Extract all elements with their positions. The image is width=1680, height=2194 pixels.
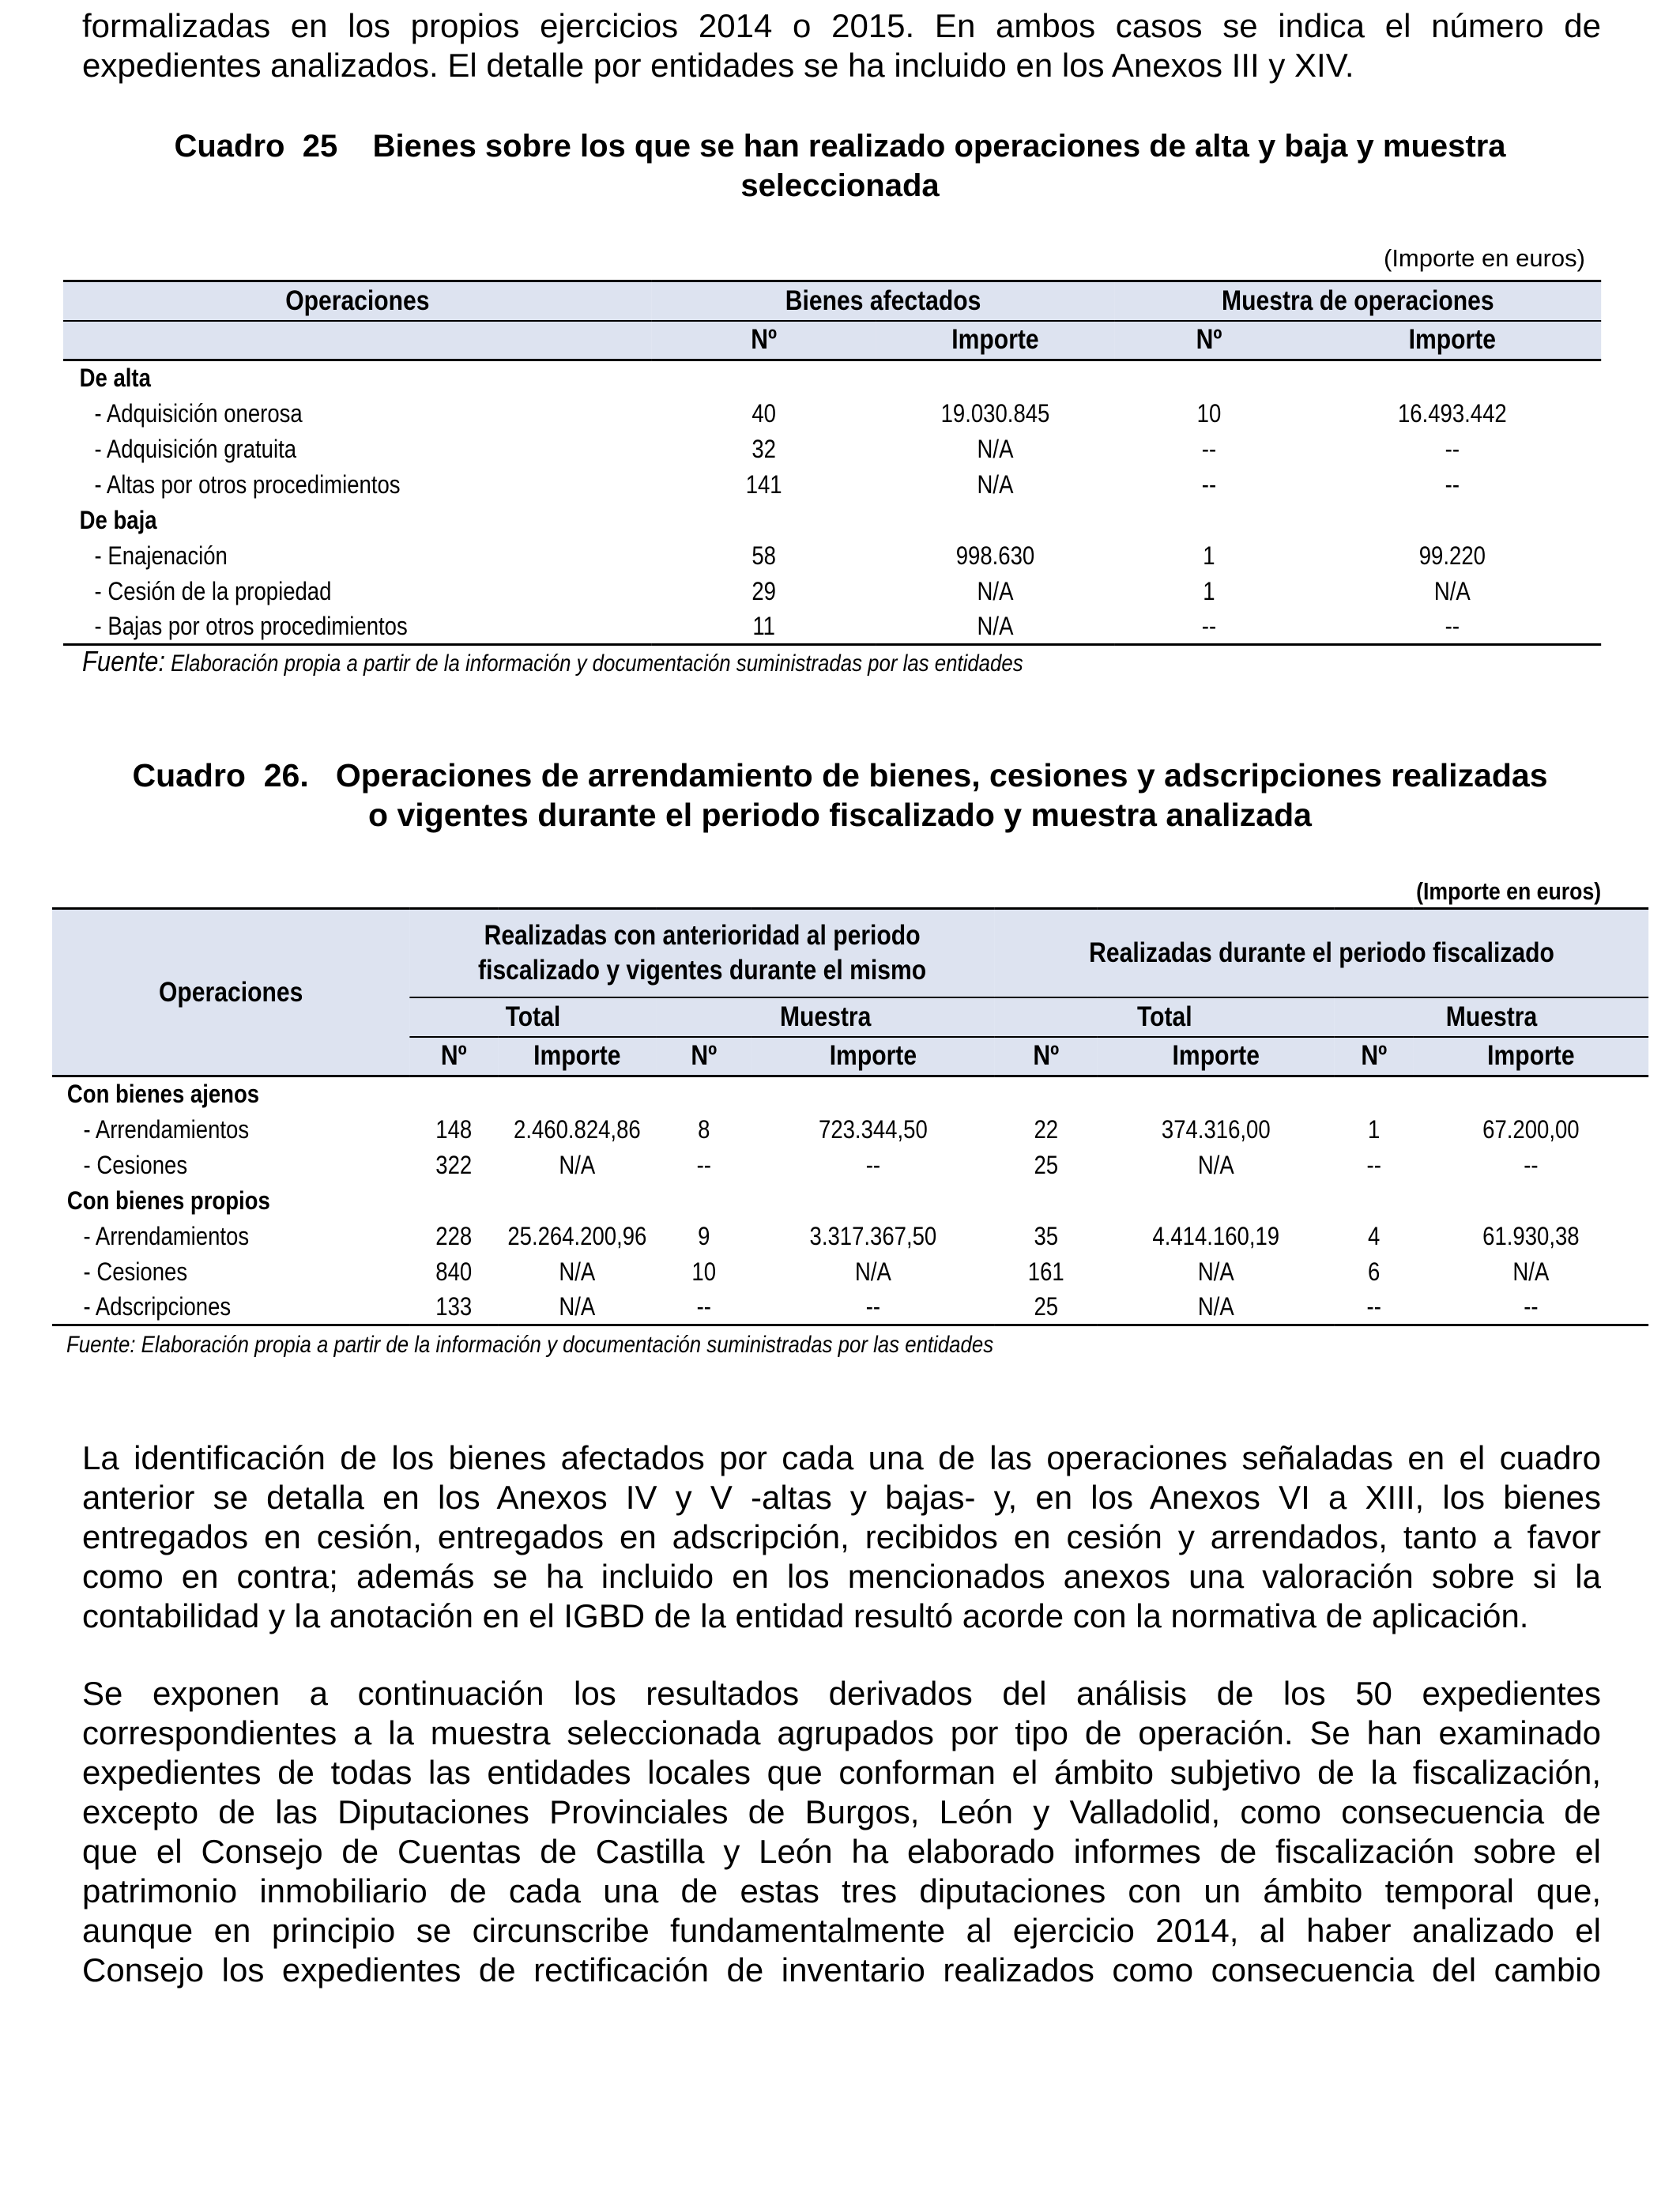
table-row xyxy=(63,574,1601,609)
cell: -- xyxy=(1524,1291,1539,1321)
table26-header-n: Nº xyxy=(995,1037,1098,1076)
table26-header-n: Nº xyxy=(409,1037,498,1076)
table-row xyxy=(63,609,1601,645)
table25-caption-line-2: seleccionada xyxy=(740,168,940,203)
cell-importe2: N/A xyxy=(1433,576,1471,605)
cell: 228 xyxy=(435,1221,473,1250)
cell: -- xyxy=(696,1150,711,1179)
row-label: - Adquisición onerosa xyxy=(94,398,303,428)
cell: 2.460.824,86 xyxy=(514,1114,641,1144)
table25-group-label: De baja xyxy=(79,505,157,534)
table26-header-total2: Total xyxy=(995,997,1335,1037)
para2-line: excepto de las Diputaciones Provinciales de Burgos, León y Valladolid, como consecuencia de xyxy=(82,1793,1601,1830)
cell-n1: 29 xyxy=(751,576,776,605)
cell: 61.930,38 xyxy=(1482,1221,1580,1250)
table26-header-total1: Total xyxy=(409,997,656,1037)
para2-line: Se exponen a continuación los resultados derivados del análisis de los 50 expedientes xyxy=(82,1675,1601,1712)
table26-header-importe: Importe xyxy=(1098,1037,1335,1076)
table26-header-importe: Importe xyxy=(751,1037,995,1076)
cell-importe2: 99.220 xyxy=(1418,541,1486,570)
cell-importe1: 998.630 xyxy=(955,541,1035,570)
table-row xyxy=(52,1290,1648,1325)
table-row xyxy=(52,1148,1648,1183)
cell: 6 xyxy=(1368,1257,1381,1286)
para1-line: entregados en cesión, entregados en adscripción, recibidos en cesión y arrendados, tanto a favor xyxy=(82,1518,1601,1555)
body-paragraph-1 xyxy=(82,1438,1601,1636)
para1-line: La identificación de los bienes afectados por cada una de las operaciones señaladas en el cuadro xyxy=(82,1439,1601,1476)
table25-caption xyxy=(63,126,1617,205)
table25-source xyxy=(82,645,1023,678)
para2-line: expedientes de todas las entidades locales que conforman el ámbito subjetivo de la fiscalización, xyxy=(82,1754,1601,1791)
cell: N/A xyxy=(1197,1150,1234,1179)
para2-line: patrimonio inmobiliario de cada una de estas tres diputaciones con un ámbito temporal que, xyxy=(82,1872,1601,1909)
cell-importe2: -- xyxy=(1445,469,1460,499)
table25-header-importe2: Importe xyxy=(1304,321,1602,360)
table26-group-label: Con bienes propios xyxy=(66,1186,270,1215)
table25-header-blank xyxy=(63,321,652,360)
cell: 3.317.367,50 xyxy=(809,1221,937,1250)
cell: 35 xyxy=(1034,1221,1059,1250)
cell: 133 xyxy=(435,1291,473,1321)
cell: 4.414.160,19 xyxy=(1152,1221,1280,1250)
intro-line-1: formalizadas en los propios ejercicios 2014 o 2015. En ambos casos se indica el número de xyxy=(82,7,1601,44)
row-label: - Arrendamientos xyxy=(83,1221,250,1250)
row-label: - Arrendamientos xyxy=(83,1114,250,1144)
row-label: - Enajenación xyxy=(94,541,228,570)
row-label: - Cesiones xyxy=(83,1150,188,1179)
cell: -- xyxy=(865,1150,881,1179)
body-paragraph-2 xyxy=(82,1674,1601,1990)
cell: N/A xyxy=(559,1291,596,1321)
cell-n2: 1 xyxy=(1203,541,1215,570)
table26-header-importe: Importe xyxy=(1414,1037,1649,1076)
cell-n2: 1 xyxy=(1203,576,1215,605)
table25-header-operaciones: Operaciones xyxy=(63,281,652,321)
cell: N/A xyxy=(559,1150,596,1179)
table25-source-text: Elaboración propia a partir de la información y documentación suministradas por las entidades xyxy=(165,650,1023,677)
cell-importe1: N/A xyxy=(977,469,1014,499)
table-row xyxy=(63,396,1601,432)
table25-source-label: Fuente: xyxy=(82,645,166,677)
row-label: - Cesión de la propiedad xyxy=(94,576,332,605)
table26-header-n: Nº xyxy=(657,1037,751,1076)
cell: N/A xyxy=(1197,1291,1234,1321)
table26-header-durante: Realizadas durante el periodo fiscalizado xyxy=(995,909,1648,997)
cell-n2: -- xyxy=(1201,469,1217,499)
cell-importe1: N/A xyxy=(977,576,1014,605)
row-label: - Adquisición gratuita xyxy=(94,434,297,463)
table25-caption-line-1: Cuadro 25 Bienes sobre los que se han realizado operaciones de alta y baja y muestra xyxy=(174,129,1506,164)
cell: 723.344,50 xyxy=(819,1114,928,1144)
cell-n2: -- xyxy=(1201,611,1217,640)
table25-header-n1: Nº xyxy=(652,321,876,360)
cell: 374.316,00 xyxy=(1161,1114,1271,1144)
cell-importe2: -- xyxy=(1445,434,1460,463)
cell-importe1: N/A xyxy=(977,434,1014,463)
table26-header-n: Nº xyxy=(1335,1037,1414,1076)
para2-line: que el Consejo de Cuentas de Castilla y León ha elaborado informes de fiscalización sobre el xyxy=(82,1833,1601,1870)
cell: 8 xyxy=(698,1114,710,1144)
table26-unit-note: (Importe en euros) xyxy=(1415,877,1601,905)
table-row xyxy=(63,538,1601,574)
para2-line: aunque en principio se circunscribe fundamentalmente al ejercicio 2014, al haber analizado el xyxy=(82,1912,1601,1949)
table-row xyxy=(52,1219,1648,1254)
table-row xyxy=(52,1254,1648,1290)
cell-importe2: -- xyxy=(1445,611,1460,640)
table25-unit-note: (Importe en euros) xyxy=(1384,244,1585,272)
table26-caption-line-1: Cuadro 26. Operaciones de arrendamiento de bienes, cesiones y adscripciones realizadas xyxy=(132,757,1548,794)
table26-header-anterior-line-2: fiscalizado y vigentes durante el mismo xyxy=(478,954,927,986)
table26-header-muestra2: Muestra xyxy=(1335,997,1648,1037)
row-label: - Bajas por otros procedimientos xyxy=(94,611,408,640)
table25-header-bienes: Bienes afectados xyxy=(652,281,1115,321)
cell: 67.200,00 xyxy=(1482,1114,1580,1144)
cell-n1: 32 xyxy=(751,434,776,463)
cell: N/A xyxy=(854,1257,891,1286)
table26 xyxy=(52,907,1648,1326)
cell: 148 xyxy=(435,1114,473,1144)
table26-header-importe: Importe xyxy=(498,1037,656,1076)
table26-caption xyxy=(63,756,1617,835)
cell-n2: 10 xyxy=(1196,398,1222,428)
table26-group-label: Con bienes ajenos xyxy=(66,1080,260,1109)
cell: 840 xyxy=(435,1257,473,1286)
table26-header-muestra1: Muestra xyxy=(657,997,995,1037)
cell: 22 xyxy=(1034,1114,1059,1144)
cell: 25 xyxy=(1034,1291,1059,1321)
table25-group-label: De alta xyxy=(79,364,151,393)
cell: 9 xyxy=(698,1221,710,1250)
table-row xyxy=(63,467,1601,503)
table26-header-anterior-line-1: Realizadas con anterioridad al periodo xyxy=(484,919,921,951)
cell: N/A xyxy=(1197,1257,1234,1286)
cell: -- xyxy=(1366,1150,1381,1179)
para2-line: correspondientes a la muestra seleccionada agrupados por tipo de operación. Se han examinado xyxy=(82,1714,1601,1751)
para1-line: contabilidad y la anotación en el IGBD de la entidad resultó acorde con la normativa de aplicación. xyxy=(82,1597,1529,1634)
cell: -- xyxy=(696,1291,711,1321)
row-label: - Altas por otros procedimientos xyxy=(94,469,401,499)
table25-header-importe1: Importe xyxy=(876,321,1115,360)
table26-header-operaciones: Operaciones xyxy=(52,909,409,1076)
cell: 322 xyxy=(435,1150,473,1179)
row-label: - Cesiones xyxy=(83,1257,188,1286)
cell: 25 xyxy=(1034,1150,1059,1179)
intro-line-2: expedientes analizados. El detalle por entidades se ha incluido en los Anexos III y XIV. xyxy=(82,47,1354,84)
cell: -- xyxy=(1524,1150,1539,1179)
cell: -- xyxy=(865,1291,881,1321)
table26-source: Fuente: Elaboración propia a partir de la información y documentación suministradas por las entidades xyxy=(66,1332,994,1358)
cell: N/A xyxy=(1512,1257,1550,1286)
para1-line: como en contra; además se ha incluido en los mencionados anexos una valoración sobre si la xyxy=(82,1558,1601,1595)
cell-n2: -- xyxy=(1201,434,1217,463)
cell-n1: 40 xyxy=(751,398,776,428)
cell: 1 xyxy=(1368,1114,1381,1144)
table26-header-anterior xyxy=(409,909,994,997)
cell: N/A xyxy=(559,1257,596,1286)
cell: 25.264.200,96 xyxy=(507,1221,647,1250)
para1-line: anterior se detalla en los Anexos IV y V -altas y bajas- y, en los Anexos VI a XIII, los bienes xyxy=(82,1479,1601,1516)
cell-importe2: 16.493.442 xyxy=(1397,398,1507,428)
cell: 4 xyxy=(1368,1221,1381,1250)
cell-n1: 11 xyxy=(752,611,775,640)
table25 xyxy=(63,280,1601,646)
table26-caption-line-2: o vigentes durante el periodo fiscalizado y muestra analizada xyxy=(368,797,1312,833)
para2-line: Consejo los expedientes de rectificación de inventario realizados como consecuencia del cambio xyxy=(82,1951,1601,1989)
table25-header-n2: Nº xyxy=(1114,321,1303,360)
table25-header-muestra: Muestra de operaciones xyxy=(1114,281,1601,321)
cell: 161 xyxy=(1027,1257,1064,1286)
cell: 10 xyxy=(691,1257,717,1286)
cell-n1: 58 xyxy=(751,541,776,570)
cell-n1: 141 xyxy=(745,469,782,499)
cell-importe1: N/A xyxy=(977,611,1014,640)
table-row xyxy=(52,1112,1648,1148)
cell: -- xyxy=(1366,1291,1381,1321)
row-label: - Adscripciones xyxy=(83,1291,232,1321)
cell-importe1: 19.030.845 xyxy=(940,398,1050,428)
table-row xyxy=(63,432,1601,467)
intro-paragraph xyxy=(82,6,1601,85)
